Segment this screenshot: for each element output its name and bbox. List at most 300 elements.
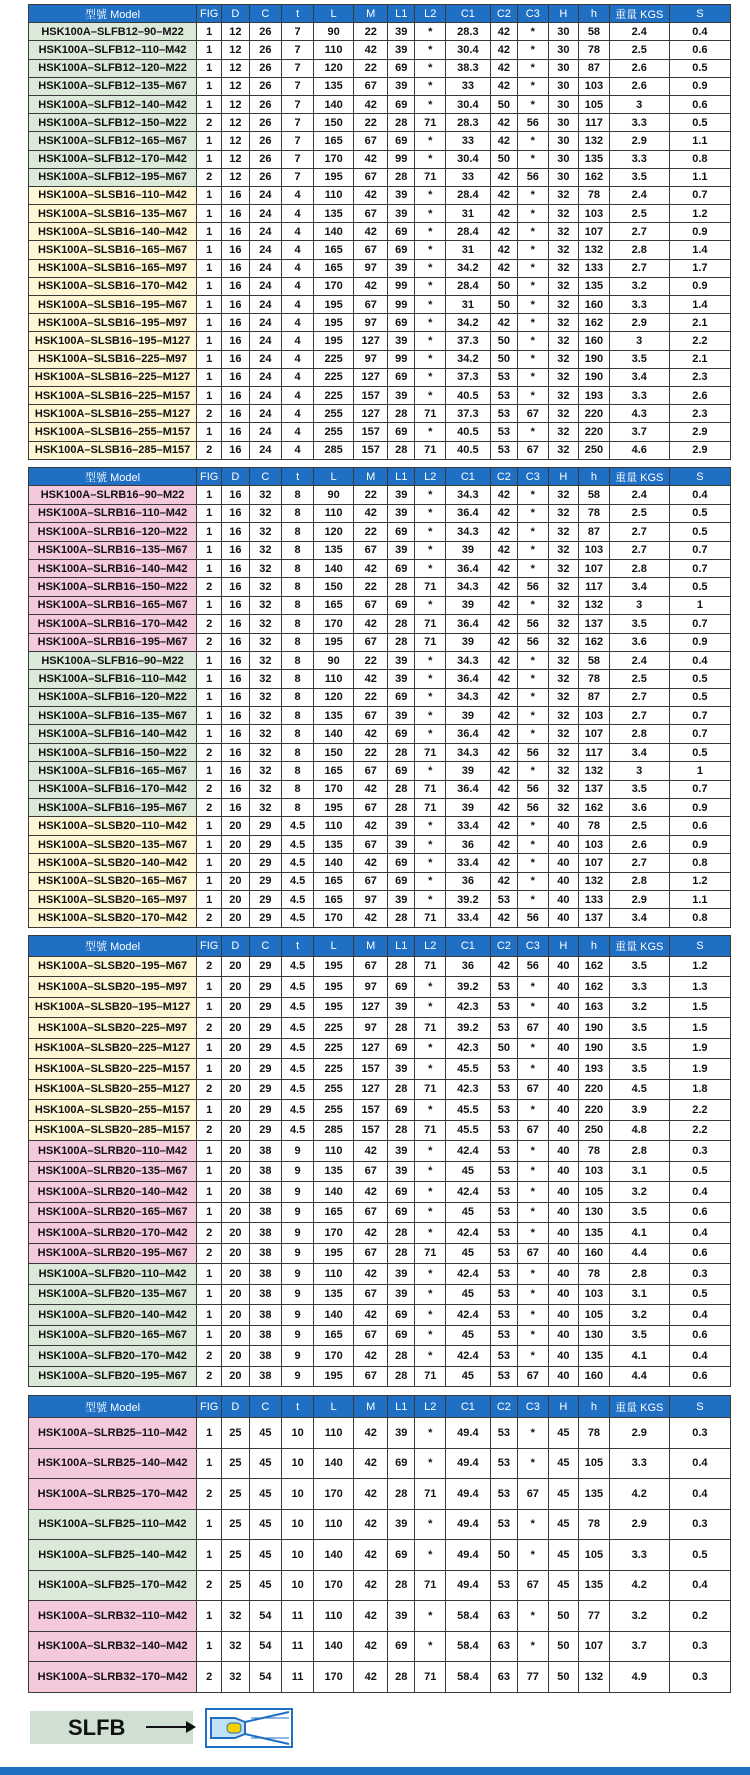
- value-cell: 11: [282, 1662, 314, 1693]
- value-cell: 12: [222, 95, 249, 113]
- value-cell: 20: [222, 1100, 249, 1121]
- value-cell: 69: [388, 241, 415, 259]
- value-cell: 42.3: [446, 997, 491, 1018]
- value-cell: 157: [354, 423, 388, 441]
- value-cell: 117: [579, 578, 610, 596]
- value-cell: 67: [354, 596, 388, 614]
- value-cell: 2.9: [669, 441, 730, 459]
- table-row: [29, 670, 731, 688]
- value-cell: 2.5: [609, 504, 669, 522]
- value-cell: 32: [249, 541, 282, 559]
- value-cell: 50: [548, 1662, 579, 1693]
- value-cell: 53: [490, 441, 517, 459]
- value-cell: 170: [313, 615, 353, 633]
- value-cell: 40: [548, 956, 579, 977]
- value-cell: 69: [388, 1448, 415, 1479]
- value-cell: 1: [197, 277, 222, 295]
- value-cell: 38.3: [446, 59, 491, 77]
- value-cell: 2.9: [609, 132, 669, 150]
- value-cell: 32: [548, 314, 579, 332]
- model-cell: HSK100A–SLRB20–165–M67: [29, 1202, 197, 1223]
- value-cell: 1: [197, 725, 222, 743]
- value-cell: *: [415, 1284, 446, 1305]
- value-cell: 33: [446, 168, 491, 186]
- value-cell: 2: [197, 1570, 222, 1601]
- value-cell: 8: [282, 651, 314, 669]
- value-cell: 20: [222, 1120, 249, 1141]
- value-cell: 39: [388, 1418, 415, 1449]
- value-cell: 4: [282, 259, 314, 277]
- value-cell: 1.5: [669, 997, 730, 1018]
- column-header: S: [669, 936, 730, 957]
- table-row: [29, 578, 731, 596]
- value-cell: 0.7: [669, 725, 730, 743]
- model-cell: HSK100A–SLSB20–165–M97: [29, 890, 197, 908]
- table-row: [29, 95, 731, 113]
- value-cell: 3.6: [609, 633, 669, 651]
- value-cell: 225: [313, 386, 353, 404]
- value-cell: 2.1: [669, 350, 730, 368]
- value-cell: 1: [197, 541, 222, 559]
- value-cell: 28: [388, 1346, 415, 1367]
- column-header: C3: [518, 5, 549, 23]
- value-cell: 67: [518, 1079, 549, 1100]
- value-cell: 4: [282, 314, 314, 332]
- value-cell: *: [415, 132, 446, 150]
- value-cell: 3.5: [609, 956, 669, 977]
- value-cell: 71: [415, 114, 446, 132]
- value-cell: 32: [249, 743, 282, 761]
- value-cell: 1: [197, 817, 222, 835]
- model-cell: HSK100A–SLRB20–110–M42: [29, 1141, 197, 1162]
- model-cell: HSK100A–SLSB16–225–M97: [29, 350, 197, 368]
- value-cell: 2: [197, 1243, 222, 1264]
- value-cell: 0.9: [669, 77, 730, 95]
- value-cell: 50: [490, 296, 517, 314]
- value-cell: 255: [313, 423, 353, 441]
- value-cell: 162: [579, 314, 610, 332]
- value-cell: 1: [197, 1202, 222, 1223]
- value-cell: 0.7: [669, 186, 730, 204]
- model-cell: HSK100A–SLSB20–255–M127: [29, 1079, 197, 1100]
- value-cell: 2: [197, 405, 222, 423]
- value-cell: 20: [222, 1038, 249, 1059]
- value-cell: 8: [282, 486, 314, 504]
- value-cell: 2: [197, 743, 222, 761]
- value-cell: 32: [548, 633, 579, 651]
- value-cell: 32: [249, 523, 282, 541]
- value-cell: *: [415, 241, 446, 259]
- value-cell: 20: [222, 1141, 249, 1162]
- value-cell: 30: [548, 59, 579, 77]
- value-cell: 42: [354, 559, 388, 577]
- value-cell: 4: [282, 423, 314, 441]
- value-cell: 30: [548, 95, 579, 113]
- table-row: [29, 368, 731, 386]
- value-cell: *: [415, 670, 446, 688]
- value-cell: 26: [249, 23, 282, 41]
- value-cell: *: [518, 1223, 549, 1244]
- value-cell: 63: [490, 1662, 517, 1693]
- value-cell: 33: [446, 132, 491, 150]
- model-cell: HSK100A–SLFB12–90–M22: [29, 23, 197, 41]
- value-cell: 39.2: [446, 1018, 491, 1039]
- value-cell: 58.4: [446, 1631, 491, 1662]
- value-cell: 42: [490, 909, 517, 927]
- value-cell: 1.1: [669, 168, 730, 186]
- value-cell: 2.4: [609, 486, 669, 504]
- value-cell: 34.2: [446, 350, 491, 368]
- value-cell: 20: [222, 1346, 249, 1367]
- value-cell: 53: [490, 1018, 517, 1039]
- model-cell: HSK100A–SLSB20–195–M97: [29, 977, 197, 998]
- value-cell: 160: [579, 1243, 610, 1264]
- value-cell: 195: [313, 314, 353, 332]
- value-cell: 110: [313, 504, 353, 522]
- value-cell: 78: [579, 1418, 610, 1449]
- value-cell: 195: [313, 997, 353, 1018]
- value-cell: 3.9: [609, 1100, 669, 1121]
- value-cell: 32: [249, 670, 282, 688]
- column-header: S: [669, 5, 730, 23]
- value-cell: *: [518, 332, 549, 350]
- value-cell: 110: [313, 1601, 353, 1632]
- value-cell: 2: [197, 1223, 222, 1244]
- value-cell: 135: [313, 1284, 353, 1305]
- value-cell: 20: [222, 817, 249, 835]
- value-cell: 107: [579, 725, 610, 743]
- value-cell: 67: [354, 799, 388, 817]
- model-cell: HSK100A–SLRB32–170–M42: [29, 1662, 197, 1693]
- value-cell: 117: [579, 743, 610, 761]
- value-cell: 1: [197, 1161, 222, 1182]
- table-row: [29, 504, 731, 522]
- value-cell: 56: [518, 615, 549, 633]
- value-cell: 45.5: [446, 1100, 491, 1121]
- value-cell: 16: [222, 350, 249, 368]
- value-cell: 162: [579, 977, 610, 998]
- value-cell: 33.4: [446, 854, 491, 872]
- value-cell: 1.2: [669, 956, 730, 977]
- value-cell: 34.2: [446, 259, 491, 277]
- value-cell: 1: [669, 596, 730, 614]
- value-cell: 9: [282, 1346, 314, 1367]
- value-cell: 1: [197, 59, 222, 77]
- value-cell: 195: [313, 956, 353, 977]
- value-cell: 170: [313, 780, 353, 798]
- value-cell: *: [518, 670, 549, 688]
- value-cell: 127: [354, 997, 388, 1018]
- value-cell: 1: [197, 350, 222, 368]
- value-cell: 29: [249, 872, 282, 890]
- value-cell: 40: [548, 1161, 579, 1182]
- value-cell: 165: [313, 596, 353, 614]
- value-cell: 10: [282, 1570, 314, 1601]
- column-header: h: [579, 468, 610, 486]
- value-cell: 3.2: [609, 1305, 669, 1326]
- value-cell: 45: [249, 1509, 282, 1540]
- value-cell: 1: [197, 205, 222, 223]
- value-cell: 1: [197, 523, 222, 541]
- value-cell: 0.3: [669, 1662, 730, 1693]
- value-cell: 12: [222, 150, 249, 168]
- value-cell: 140: [313, 1540, 353, 1571]
- value-cell: 39: [446, 596, 491, 614]
- value-cell: *: [415, 817, 446, 835]
- value-cell: 132: [579, 872, 610, 890]
- value-cell: 8: [282, 670, 314, 688]
- value-cell: 8: [282, 799, 314, 817]
- value-cell: 135: [579, 150, 610, 168]
- value-cell: *: [518, 95, 549, 113]
- value-cell: 1: [197, 1182, 222, 1203]
- column-header: D: [222, 1396, 249, 1418]
- value-cell: 0.4: [669, 1182, 730, 1203]
- value-cell: 12: [222, 23, 249, 41]
- value-cell: 1: [197, 486, 222, 504]
- model-cell: HSK100A–SLFB12–140–M42: [29, 95, 197, 113]
- value-cell: 45: [548, 1418, 579, 1449]
- value-cell: 150: [313, 578, 353, 596]
- value-cell: 42: [354, 1223, 388, 1244]
- table-row: [29, 523, 731, 541]
- value-cell: 71: [415, 615, 446, 633]
- value-cell: 225: [313, 368, 353, 386]
- value-cell: 8: [282, 559, 314, 577]
- value-cell: 3.5: [609, 168, 669, 186]
- value-cell: 135: [579, 1223, 610, 1244]
- value-cell: 39: [388, 670, 415, 688]
- value-cell: 69: [388, 59, 415, 77]
- value-cell: 24: [249, 186, 282, 204]
- value-cell: 49.4: [446, 1418, 491, 1449]
- value-cell: 165: [313, 241, 353, 259]
- value-cell: 103: [579, 1284, 610, 1305]
- value-cell: 1.7: [669, 259, 730, 277]
- value-cell: *: [518, 1631, 549, 1662]
- value-cell: 150: [313, 743, 353, 761]
- value-cell: 110: [313, 186, 353, 204]
- value-cell: 130: [579, 1325, 610, 1346]
- value-cell: 4: [282, 405, 314, 423]
- value-cell: 32: [548, 578, 579, 596]
- value-cell: 32: [249, 688, 282, 706]
- value-cell: *: [415, 205, 446, 223]
- value-cell: 157: [354, 1100, 388, 1121]
- value-cell: *: [518, 1540, 549, 1571]
- value-cell: 20: [222, 1079, 249, 1100]
- value-cell: 4.9: [609, 1662, 669, 1693]
- column-header: S: [669, 468, 730, 486]
- value-cell: 170: [313, 150, 353, 168]
- value-cell: 7: [282, 41, 314, 59]
- value-cell: 40: [548, 1182, 579, 1203]
- value-cell: 42: [490, 23, 517, 41]
- value-cell: 170: [313, 1346, 353, 1367]
- value-cell: 193: [579, 1059, 610, 1080]
- value-cell: 0.5: [669, 1284, 730, 1305]
- value-cell: 42: [490, 578, 517, 596]
- value-cell: 38: [249, 1161, 282, 1182]
- model-cell: HSK100A–SLSB16–110–M42: [29, 186, 197, 204]
- value-cell: 10: [282, 1509, 314, 1540]
- value-cell: 26: [249, 150, 282, 168]
- value-cell: 0.5: [669, 688, 730, 706]
- value-cell: 45: [446, 1161, 491, 1182]
- value-cell: 10: [282, 1479, 314, 1510]
- model-cell: HSK100A–SLFB20–110–M42: [29, 1264, 197, 1285]
- value-cell: 2: [197, 1018, 222, 1039]
- table-row: [29, 132, 731, 150]
- value-cell: *: [518, 997, 549, 1018]
- value-cell: 4: [282, 332, 314, 350]
- value-cell: *: [415, 1202, 446, 1223]
- model-cell: HSK100A–SLFB25–140–M42: [29, 1540, 197, 1571]
- value-cell: 2: [197, 578, 222, 596]
- value-cell: 39: [446, 541, 491, 559]
- value-cell: 1: [197, 150, 222, 168]
- value-cell: 40: [548, 977, 579, 998]
- value-cell: *: [518, 59, 549, 77]
- value-cell: *: [518, 205, 549, 223]
- value-cell: 90: [313, 23, 353, 41]
- value-cell: 1: [197, 132, 222, 150]
- value-cell: 110: [313, 817, 353, 835]
- model-cell: HSK100A–SLFB16–170–M42: [29, 780, 197, 798]
- value-cell: 42: [354, 1305, 388, 1326]
- column-header: C1: [446, 936, 491, 957]
- value-cell: 16: [222, 725, 249, 743]
- value-cell: 53: [490, 368, 517, 386]
- value-cell: 39: [388, 205, 415, 223]
- value-cell: 11: [282, 1631, 314, 1662]
- value-cell: 42: [490, 77, 517, 95]
- table-row: [29, 114, 731, 132]
- value-cell: 1: [197, 186, 222, 204]
- value-cell: 24: [249, 259, 282, 277]
- value-cell: *: [415, 1346, 446, 1367]
- table-row: [29, 1202, 731, 1223]
- value-cell: 4.4: [609, 1243, 669, 1264]
- value-cell: 4.2: [609, 1479, 669, 1510]
- value-cell: 0.4: [669, 1448, 730, 1479]
- value-cell: 4.5: [282, 1038, 314, 1059]
- value-cell: 24: [249, 296, 282, 314]
- spec-table: [28, 4, 731, 460]
- value-cell: 67: [354, 296, 388, 314]
- value-cell: 0.4: [669, 1479, 730, 1510]
- value-cell: 0.3: [669, 1631, 730, 1662]
- value-cell: 7: [282, 77, 314, 95]
- model-cell: HSK100A–SLFB20–195–M67: [29, 1366, 197, 1387]
- value-cell: 42: [490, 854, 517, 872]
- value-cell: 162: [579, 633, 610, 651]
- model-cell: HSK100A–SLRB20–140–M42: [29, 1182, 197, 1203]
- value-cell: 71: [415, 1120, 446, 1141]
- value-cell: 3.2: [609, 277, 669, 295]
- value-cell: *: [415, 890, 446, 908]
- value-cell: 1: [197, 1264, 222, 1285]
- column-header: C3: [518, 936, 549, 957]
- value-cell: 30: [548, 150, 579, 168]
- value-cell: 2.5: [609, 205, 669, 223]
- value-cell: 45.5: [446, 1059, 491, 1080]
- value-cell: 165: [313, 1325, 353, 1346]
- table-row: [29, 314, 731, 332]
- value-cell: 42: [354, 1141, 388, 1162]
- value-cell: 40: [548, 997, 579, 1018]
- value-cell: *: [518, 688, 549, 706]
- value-cell: *: [415, 423, 446, 441]
- value-cell: 69: [388, 872, 415, 890]
- value-cell: 50: [490, 1038, 517, 1059]
- table-row: [29, 541, 731, 559]
- value-cell: 69: [388, 977, 415, 998]
- value-cell: 69: [388, 1182, 415, 1203]
- value-cell: 28: [388, 578, 415, 596]
- value-cell: 20: [222, 1284, 249, 1305]
- value-cell: *: [518, 150, 549, 168]
- model-cell: HSK100A–SLFB12–165–M67: [29, 132, 197, 150]
- value-cell: 40: [548, 1018, 579, 1039]
- value-cell: 9: [282, 1202, 314, 1223]
- column-header: C: [249, 468, 282, 486]
- value-cell: *: [518, 504, 549, 522]
- value-cell: 30: [548, 23, 579, 41]
- value-cell: 42: [354, 1346, 388, 1367]
- value-cell: 16: [222, 205, 249, 223]
- value-cell: 16: [222, 296, 249, 314]
- value-cell: *: [415, 688, 446, 706]
- value-cell: 63: [490, 1601, 517, 1632]
- value-cell: 3.3: [609, 1448, 669, 1479]
- value-cell: *: [518, 1059, 549, 1080]
- value-cell: 32: [548, 559, 579, 577]
- value-cell: 32: [548, 205, 579, 223]
- column-header: FIG: [197, 468, 222, 486]
- value-cell: 7: [282, 95, 314, 113]
- value-cell: 34.3: [446, 523, 491, 541]
- value-cell: 10: [282, 1448, 314, 1479]
- value-cell: 135: [579, 277, 610, 295]
- model-cell: HSK100A–SLSB20–225–M127: [29, 1038, 197, 1059]
- value-cell: 32: [548, 725, 579, 743]
- value-cell: 69: [388, 132, 415, 150]
- value-cell: 39: [388, 541, 415, 559]
- value-cell: 32: [249, 762, 282, 780]
- value-cell: 97: [354, 890, 388, 908]
- value-cell: 53: [490, 890, 517, 908]
- value-cell: 7: [282, 132, 314, 150]
- value-cell: 69: [388, 1202, 415, 1223]
- value-cell: 2.5: [609, 670, 669, 688]
- model-cell: HSK100A–SLRB16–120–M22: [29, 523, 197, 541]
- value-cell: 25: [222, 1570, 249, 1601]
- value-cell: 160: [579, 296, 610, 314]
- value-cell: 32: [548, 259, 579, 277]
- value-cell: 71: [415, 441, 446, 459]
- column-header: C1: [446, 1396, 491, 1418]
- value-cell: 2.8: [609, 872, 669, 890]
- value-cell: 10: [282, 1540, 314, 1571]
- value-cell: *: [415, 1509, 446, 1540]
- value-cell: 42: [490, 615, 517, 633]
- value-cell: 16: [222, 780, 249, 798]
- column-header: L1: [388, 5, 415, 23]
- value-cell: 8: [282, 707, 314, 725]
- value-cell: 163: [579, 997, 610, 1018]
- value-cell: 1: [197, 890, 222, 908]
